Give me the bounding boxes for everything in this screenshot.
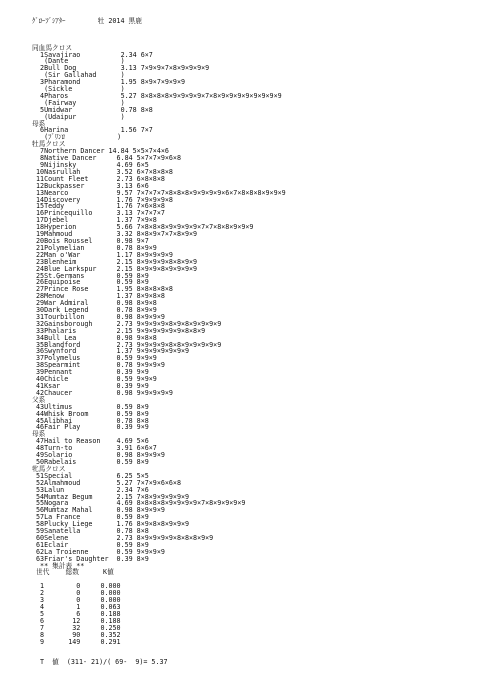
report-line: 8 90 0.352 bbox=[32, 630, 121, 639]
report-line: 世代 総数 K値 bbox=[32, 568, 114, 577]
report-line: 63Friar's Daughter 0.39 8×9 bbox=[32, 554, 149, 563]
report-line: 19Mahmoud 3.32 8×8×9×7×7×8×9×9 bbox=[32, 230, 198, 239]
report-line: 27Prince Rose 1.95 8×8×8×8×8 bbox=[32, 285, 173, 294]
report-line: 30Dark Legend 0.78 8×9×9 bbox=[32, 306, 157, 315]
report-body bbox=[32, 45, 480, 667]
report-line: 12Buckpasser 3.13 6×6 bbox=[32, 181, 149, 190]
report-line: 55Nogara 4.69 8×8×8×8×9×9×9×9×7×8×9×9×9×9 bbox=[32, 499, 246, 508]
report-line: 5 6 0.188 bbox=[32, 609, 121, 618]
report-line: (Dante ) bbox=[32, 57, 125, 66]
report-line: 母系 bbox=[32, 430, 46, 439]
report-line: 9Nijinsky 4.69 6×5 bbox=[32, 161, 149, 169]
report-line: 45Alibhai 0.78 8×8 bbox=[32, 416, 149, 425]
report-line: 母系 bbox=[32, 119, 46, 128]
report-line: 49Solario 0.98 8×9×9×9 bbox=[32, 451, 165, 460]
report-line: 28Menow 1.37 8×9×8×8 bbox=[32, 292, 165, 301]
report-line: 8Native Dancer 6.84 5×7×7×9×6×8 bbox=[32, 154, 181, 163]
report-line: 38Spearmint 0.78 9×9×9×9 bbox=[32, 361, 165, 370]
report-line: 3Pharamond 1.95 8×9×7×9×9×9 bbox=[32, 78, 185, 87]
report-line: 42Chaucer 0.98 9×9×9×9×9 bbox=[32, 388, 173, 397]
report-line: 24Blue Larkspur 2.15 8×9×9×8×9×9×9×9 bbox=[32, 264, 198, 273]
report-line: 48Turn-to 3.91 6×6×7 bbox=[32, 444, 157, 453]
report-line: (Sir Gallahad ) bbox=[32, 71, 125, 80]
report-line: 43Ultimus 0.59 8×9 bbox=[32, 402, 149, 411]
report-line: 15Teddy 1.76 7×6×8×8 bbox=[32, 202, 165, 211]
report-line: 62La Troienne 0.59 9×9×9×9 bbox=[32, 547, 165, 556]
report-line: 5Umidwar 0.78 8×8 bbox=[32, 105, 153, 114]
report-line: (Fairway ) bbox=[32, 98, 125, 107]
report-line: 21Polymelian 0.78 8×9×9 bbox=[32, 243, 157, 252]
report-header bbox=[32, 18, 480, 25]
report-line: 52Almahmoud 5.27 7×7×9×6×6×8 bbox=[32, 478, 181, 487]
report-line: 22Man o'War 1.17 8×9×9×9×9 bbox=[32, 250, 173, 259]
report-line: 29War Admiral 0.98 8×9×8 bbox=[32, 299, 157, 308]
report-line: 57La France 0.59 8×9 bbox=[32, 513, 149, 522]
report-line: 6 12 0.188 bbox=[32, 616, 121, 625]
report-line: 11Count Fleet 2.73 6×8×8×8 bbox=[32, 174, 165, 183]
report-line: 44Whisk Broom 0.59 8×9 bbox=[32, 409, 149, 418]
report-line: 23Blenheim 2.15 8×9×9×9×8×8×9×9 bbox=[32, 257, 198, 266]
report-line: 50Rabelais 0.59 8×9 bbox=[32, 457, 149, 466]
report-line: 39Pennant 0.39 9×9 bbox=[32, 368, 149, 377]
report-line: 60Selene 2.73 8×9×9×9×9×8×8×8×9×9 bbox=[32, 533, 214, 542]
report-line: 61Eclair 0.59 8×9 bbox=[32, 540, 149, 549]
report-line: 53Lalun 2.34 7×6 bbox=[32, 485, 149, 494]
report-line: 1 0 0.000 bbox=[32, 582, 121, 591]
report-line: ** 集計表 ** bbox=[32, 561, 85, 570]
header-horse-info: 牡 2014 黒鹿 bbox=[97, 16, 142, 25]
report-line: 34Bull Lea 0.98 9×8×8 bbox=[32, 333, 157, 342]
report-line: 32Gainsborough 2.73 9×9×9×9×8×9×8×9×9×9×9 bbox=[32, 319, 222, 328]
report-line: 牡馬クロス bbox=[32, 140, 66, 149]
report-line: (Sickle ) bbox=[32, 85, 125, 94]
report-line: 10Nasrullah 3.52 6×7×8×8×8 bbox=[32, 167, 173, 176]
report-line: 41Ksar 0.39 9×9 bbox=[32, 382, 149, 390]
report-line: 58Plucky Liege 1.76 8×9×8×8×9×9×9 bbox=[32, 520, 190, 529]
report-line: 56Mumtaz Mahal 0.98 8×9×9×9 bbox=[32, 506, 165, 515]
report-line: 2 0 0.000 bbox=[32, 589, 121, 598]
report-line: 7 32 0.250 bbox=[32, 623, 121, 632]
report-line: 17Djebel 1.37 7×9×8 bbox=[32, 216, 157, 225]
report-line: 4Pharos 5.27 8×8×8×8×9×9×9×9×7×8×9×9×9×9×9×9×9×9 bbox=[32, 91, 282, 100]
report-line: 35Blandford 2.73 9×9×9×9×8×8×9×9×9×9×9 bbox=[32, 340, 222, 349]
report-line: 46Fair Play 0.39 9×9 bbox=[32, 423, 149, 432]
report-line: 4 1 0.063 bbox=[32, 603, 121, 611]
report-line: 37Polymelus 0.59 9×9×9 bbox=[32, 354, 157, 363]
report-line: 25St.Germans 0.59 8×9 bbox=[32, 271, 149, 280]
report-line: 6Harina 1.56 7×7 bbox=[32, 126, 153, 135]
report-line: 14Discovery 1.76 7×9×9×9×8 bbox=[32, 195, 173, 204]
report-line: 26Equipoise 0.59 8×9 bbox=[32, 278, 149, 287]
report-line bbox=[32, 645, 480, 652]
report-line: 7Northern Dancer 14.84 5×5×7×4×6 bbox=[32, 147, 169, 156]
report-line: 父系 bbox=[32, 395, 46, 404]
report-line: 牝馬クロス bbox=[32, 464, 66, 473]
report-line: 51Special 6.25 5×5 bbox=[32, 471, 149, 480]
report-line: (Udaipur ) bbox=[32, 112, 125, 121]
report-line: 1Savajirao 2.34 6×7 bbox=[32, 50, 153, 59]
report-line bbox=[32, 652, 480, 659]
report-line: 54Mumtaz Begum 2.15 7×8×9×9×9×9×9 bbox=[32, 492, 190, 501]
report-line: 40Chicle 0.59 9×9×9 bbox=[32, 375, 157, 384]
report-line: 20Bois Roussel 0.98 9×7 bbox=[32, 236, 149, 245]
report-line: 2Bull Dog 3.13 7×9×9×7×8×9×9×9×9 bbox=[32, 64, 210, 73]
report-line: 16Princequillo 3.13 7×7×7×7 bbox=[32, 209, 165, 218]
report-line: (ﾌﾞﾘﾝﾛ ) bbox=[32, 133, 122, 142]
report-line: 同血馬クロス bbox=[32, 43, 73, 52]
report-line: 59Sanatella 0.78 8×8 bbox=[32, 527, 149, 536]
report-line: 18Hyperion 5.66 7×8×8×8×9×9×9×9×7×7×8×8×9×9×9 bbox=[32, 223, 254, 232]
report-line: 31Tourbillon 0.98 8×9×9×9 bbox=[32, 312, 165, 321]
report-line: 36Swynford 1.37 9×9×9×9×9×9×9 bbox=[32, 347, 190, 356]
report-line: 3 0 0.000 bbox=[32, 596, 121, 605]
report-line: 9 149 0.291 bbox=[32, 637, 121, 646]
report-line: T 値 (311- 21)/( 69- 9)= 5.37 bbox=[32, 658, 168, 667]
header-horse-name: ｸﾞﾛｰﾌﾞｼｱﾀｰ bbox=[32, 16, 66, 25]
report-line: 47Hail to Reason 4.69 5×6 bbox=[32, 437, 149, 446]
report-line: 33Phalaris 2.15 9×9×9×9×9×9×8×8×9 bbox=[32, 326, 206, 335]
report-line: 13Nearco 9.57 7×7×7×7×8×8×8×9×9×9×9×6×7×8×8×8×9×9×9 bbox=[32, 188, 286, 197]
